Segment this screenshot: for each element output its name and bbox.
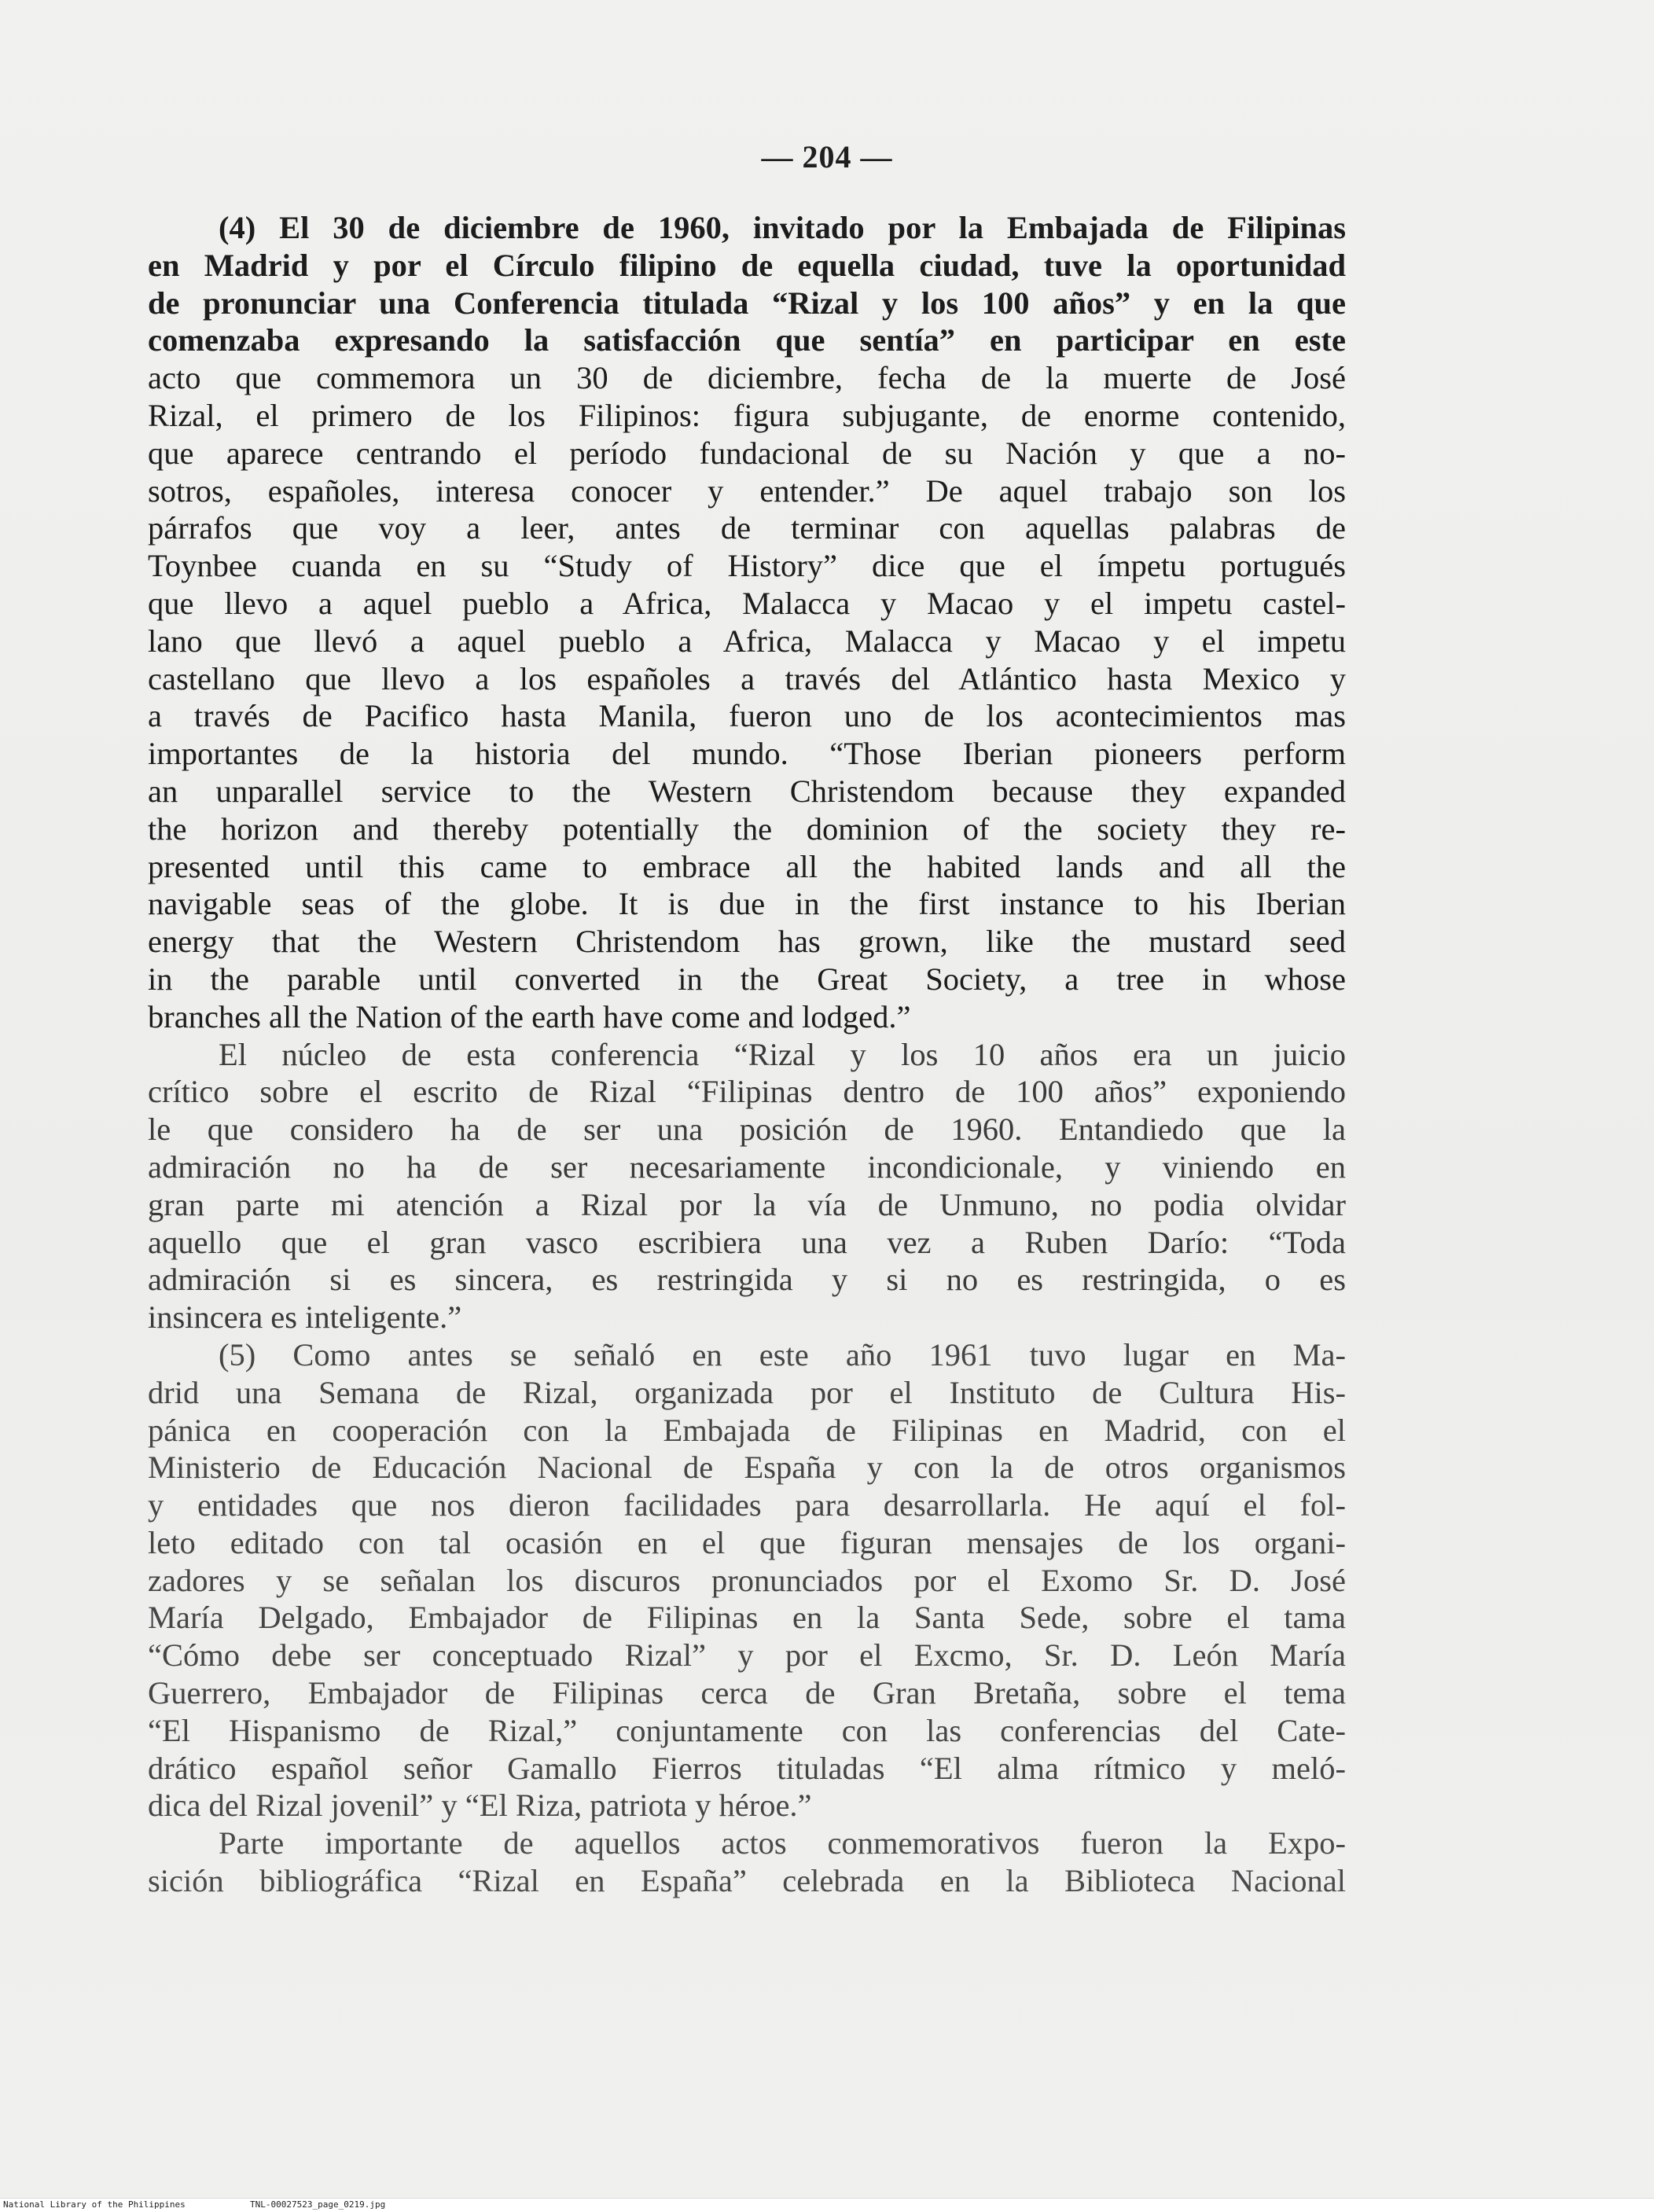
text-line: en Madrid y por el Círculo filipino de equella ciudad, tuve la oportunidad [148,247,1346,283]
text-line: drid una Semana de Rizal, organizada por el Instituto de Cultura His- [148,1374,1346,1410]
footer-library-name: National Library of the Philippines [3,2199,186,2210]
text-line: zadores y se señalan los discuros pronunciados por el Exomo Sr. D. José [148,1562,1346,1598]
text-line: castellano que llevo a los españoles a través del Atlántico hasta Mexico y [148,660,1346,696]
text-line: y entidades que nos dieron facilidades para desarrollarla. He aquí el fol- [148,1487,1346,1523]
text-line: que llevo a aquel pueblo a Africa, Malacca y Macao y el impetu castel- [148,585,1346,621]
text-line: María Delgado, Embajador de Filipinas en la Santa Sede, sobre el tama [148,1600,1346,1636]
text-line: branches all the Nation of the earth have come and lodged.” [148,998,911,1034]
paragraph-parte [148,1824,1346,1900]
text-line: (5) Como antes se señaló en este año 1961 tuvo lugar en Ma- [219,1336,1346,1372]
text-line: insincera es inteligente.” [148,1299,462,1336]
page-number: — 204 — [761,139,893,175]
text-line: Rizal, el primero de los Filipinos: figura subjugante, de enorme contenido, [148,397,1346,433]
text-line: the horizon and thereby potentially the dominion of the society they re- [148,810,1346,847]
text-line: lano que llevó a aquel pueblo a Africa, Malacca y Macao y el impetu [148,623,1346,659]
text-line: dica del Rizal jovenil” y “El Riza, patriota y héroe.” [148,1788,812,1824]
text-line: “Cómo debe ser conceptuado Rizal” y por el Excmo, Sr. D. León María [148,1637,1346,1674]
text-line: admiración si es sincera, es restringida y si no es restringida, o es [148,1262,1346,1298]
text-line: navigable seas of the globe. It is due in the first instance to his Iberian [148,886,1346,922]
paragraph-5 [148,1336,1346,1824]
text-line: Parte importante de aquellos actos conmemorativos fueron la Expo- [219,1825,1346,1861]
text-line: acto que commemora un 30 de diciembre, fecha de la muerte de José [148,360,1346,396]
text-line: sición bibliográfica “Rizal en España” celebrada en la Biblioteca Nacional [148,1863,1346,1899]
text-line: “El Hispanismo de Rizal,” conjuntamente con las conferencias del Cate- [148,1712,1346,1748]
text-line: sotros, españoles, interesa conocer y entender.” De aquel trabajo son los [148,472,1346,509]
text-line: le que considero ha de ser una posición de 1960. Entandiedo que la [148,1112,1346,1148]
text-line: comenzaba expresando la satisfacción que sentía” en participar en este [148,322,1346,358]
paragraph-nucleo [148,1036,1346,1336]
text-line: Guerrero, Embajador de Filipinas cerca de Gran Bretaña, sobre el tema [148,1675,1346,1711]
text-line: (4) El 30 de diciembre de 1960, invitado por la Embajada de Filipinas [219,210,1346,245]
paragraph-4 [148,209,1346,1036]
text-line: an unparallel service to the Western Christendom because they expanded [148,773,1346,809]
text-line: presented until this came to embrace all the habited lands and all the [148,848,1346,884]
text-line: gran parte mi atención a Rizal por la vía de Unmuno, no podia olvidar [148,1186,1346,1222]
text-line: Ministerio de Educación Nacional de España y con la de otros organismos [148,1450,1346,1486]
footer-file-name: TNL-00027523_page_0219.jpg [250,2199,386,2210]
text-line: crítico sobre el escrito de Rizal “Filipinas dentro de 100 años” exponiendo [148,1074,1346,1110]
text-line: aquello que el gran vasco escribiera una vez a Ruben Darío: “Toda [148,1224,1346,1260]
text-line: El núcleo de esta conferencia “Rizal y los 10 años era un juicio [219,1036,1346,1072]
body-text [148,209,1346,1900]
text-line: pánica en cooperación con la Embajada de Filipinas en Madrid, con el [148,1412,1346,1448]
text-line: Toynbee cuanda en su “Study of History” dice que el ímpetu portugués [148,548,1346,584]
text-line: drático español señor Gamallo Fierros tituladas “El alma rítmico y meló- [148,1750,1346,1786]
text-line: de pronunciar una Conferencia titulada “Rizal y los 100 años” y en la que [148,285,1346,321]
text-line: in the parable until converted in the Great Society, a tree in whose [148,961,1346,997]
text-line: párrafos que voy a leer, antes de terminar con aquellas palabras de [148,510,1346,546]
text-line: admiración no ha de ser necesariamente incondicionale, y viniendo en [148,1148,1346,1185]
text-line: a través de Pacifico hasta Manila, fueron uno de los acontecimientos mas [148,698,1346,734]
text-line: que aparece centrando el período fundacional de su Nación y que a no- [148,435,1346,471]
text-line: importantes de la historia del mundo. “Those Iberian pioneers perform [148,736,1346,772]
scan-footer [0,2198,1654,2212]
text-line: leto editado con tal ocasión en el que figuran mensajes de los organi- [148,1524,1346,1560]
text-line: energy that the Western Christendom has grown, like the mustard seed [148,924,1346,960]
